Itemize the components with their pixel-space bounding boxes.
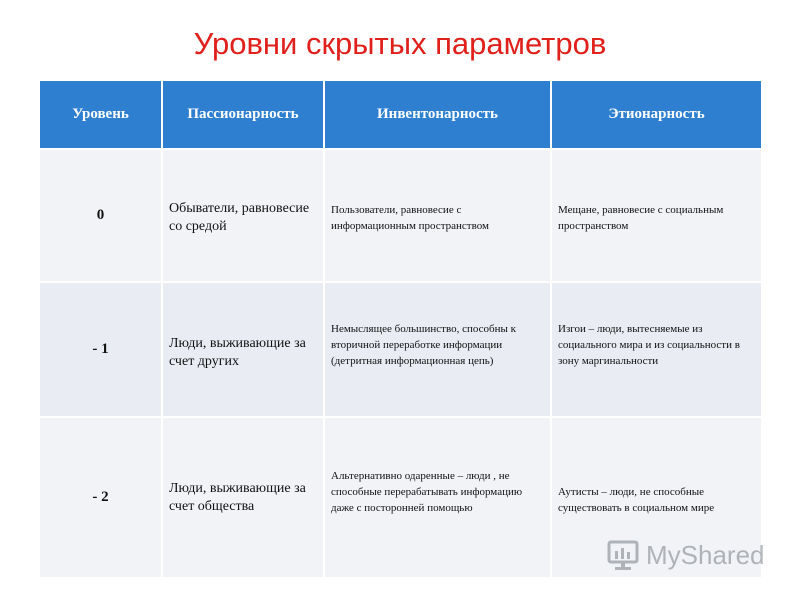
- etionarity-cell: Аутисты – люди, не способные существовать в социальном мире: [551, 417, 761, 577]
- header-etionarity: Этионарность: [551, 81, 761, 149]
- etionarity-cell: Мещане, равновесие с социальным пространством: [551, 149, 761, 282]
- header-inventonarity: Инвентонарность: [324, 81, 551, 149]
- table-row: [40, 149, 761, 282]
- header-passionarity: Пассионарность: [162, 81, 324, 149]
- table-header-row: [40, 81, 761, 149]
- level-cell: 0: [40, 149, 162, 282]
- slide-title: Уровни скрытых параметров: [193, 26, 607, 61]
- table-row: [40, 282, 761, 417]
- myshared-logo-icon: [606, 538, 640, 572]
- header-level: Уровень: [40, 81, 162, 149]
- passionarity-cell: Люди, выживающие за счет других: [162, 282, 324, 417]
- hidden-parameters-table: [40, 81, 761, 577]
- inventonarity-cell: Пользователи, равновесие с информационным пространством: [324, 149, 551, 282]
- passionarity-cell: Обыватели, равновесие со средой: [162, 149, 324, 282]
- inventonarity-cell: Немыслящее большинство, способны к вторичной переработке информации (детритная информационная цепь): [324, 282, 551, 417]
- etionarity-cell: Изгои – люди, вытесняемые из социального мира и из социальности в зону маргинальности: [551, 282, 761, 417]
- watermark-text: MyShared: [646, 539, 765, 570]
- inventonarity-cell: Альтернативно одаренные – люди , не способные перерабатывать информацию даже с посторонней помощью: [324, 417, 551, 577]
- passionarity-cell: Люди, выживающие за счет общества: [162, 417, 324, 577]
- level-cell: - 1: [40, 282, 162, 417]
- myshared-watermark: [606, 535, 765, 575]
- level-cell: - 2: [40, 417, 162, 577]
